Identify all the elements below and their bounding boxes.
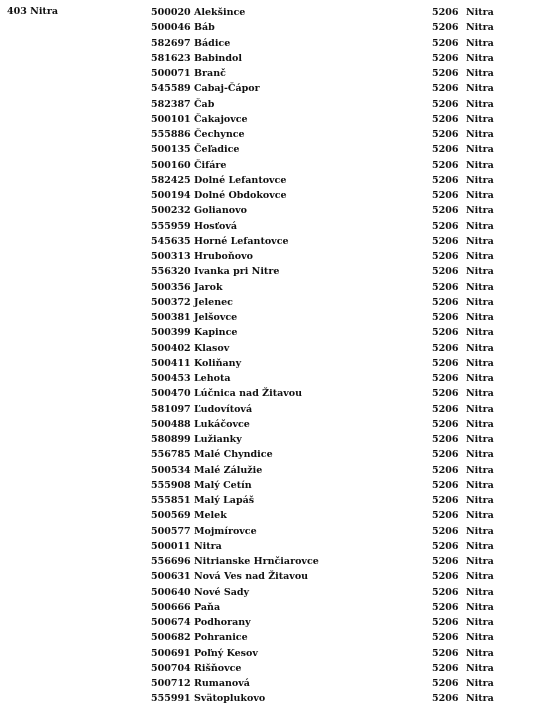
municipality-name: Poľný Kesov	[194, 647, 258, 659]
municipality-name: Čechynce	[194, 129, 245, 140]
municipality-name: Klasov	[194, 342, 230, 354]
table-row	[0, 691, 549, 706]
municipality-name: Ivanka pri Nitre	[194, 266, 280, 278]
municipality-code: 500011	[151, 540, 191, 552]
municipality-name: Čakajovce	[194, 113, 248, 125]
municipality-name: Nové Sady	[194, 586, 250, 598]
district-name: Nitra	[466, 174, 494, 186]
table-row	[0, 264, 549, 279]
district-code: 5206	[432, 632, 459, 644]
district-name: Nitra	[466, 647, 494, 659]
municipality-name: Nová Ves nad Žitavou	[194, 571, 309, 583]
municipality-code: 500046	[151, 22, 191, 34]
district-code: 5206	[432, 342, 459, 354]
district-name: Nitra	[466, 205, 494, 217]
municipality-code: 556696	[151, 556, 191, 567]
municipality-code: 500534	[151, 464, 191, 476]
district-code: 5206	[432, 22, 459, 34]
table-row	[0, 325, 549, 340]
table-row	[0, 295, 549, 310]
district-name: Nitra	[466, 571, 494, 583]
municipality-code: 500577	[151, 525, 191, 537]
district-code: 5206	[432, 525, 459, 537]
municipality-name: Babindol	[194, 52, 242, 64]
district-code: 5206	[432, 52, 459, 64]
table-row	[0, 493, 549, 508]
district-code: 5206	[432, 388, 459, 400]
district-code: 5206	[432, 37, 459, 49]
district-code: 5206	[432, 571, 459, 583]
municipality-code: 581097	[151, 403, 191, 415]
district-name: Nitra	[466, 540, 494, 552]
district-code: 5206	[432, 251, 459, 262]
municipality-name: Nitra	[194, 540, 222, 552]
table-row	[0, 20, 549, 35]
district-name: Nitra	[466, 373, 494, 384]
table-row	[0, 432, 549, 447]
table-row	[0, 539, 549, 554]
municipality-name: Lužianky	[194, 434, 242, 445]
table-row	[0, 661, 549, 676]
municipality-code: 500682	[151, 632, 191, 644]
municipality-code: 500411	[151, 357, 191, 369]
table-row	[0, 402, 549, 417]
municipality-code: 500381	[151, 312, 191, 323]
table-row	[0, 219, 549, 234]
district-code: 5206	[432, 495, 459, 506]
district-name: Nitra	[466, 52, 494, 64]
district-code: 5206	[432, 144, 459, 156]
table-row	[0, 600, 549, 615]
district-code: 5206	[432, 327, 459, 339]
district-name: Nitra	[466, 556, 494, 567]
district-code: 5206	[432, 7, 459, 18]
municipality-code: 580899	[151, 434, 191, 445]
table-row	[0, 36, 549, 51]
district-code: 5206	[432, 113, 459, 125]
table-row	[0, 81, 549, 96]
district-name: Nitra	[466, 342, 494, 354]
district-code: 5206	[432, 190, 459, 201]
table-row	[0, 676, 549, 691]
district-code: 5206	[432, 281, 459, 293]
municipality-code: 545635	[151, 235, 191, 247]
table-row	[0, 630, 549, 645]
district-name: Nitra	[466, 266, 494, 278]
district-name: Nitra	[466, 190, 494, 201]
table-row	[0, 341, 549, 356]
table-row	[0, 203, 549, 218]
municipality-code: 500470	[151, 388, 191, 400]
table-row	[0, 554, 549, 569]
district-name: Nitra	[466, 235, 494, 247]
municipality-code: 500712	[151, 678, 191, 689]
district-code: 5206	[432, 678, 459, 689]
district-name: Nitra	[466, 68, 494, 79]
municipality-code: 582387	[151, 98, 191, 110]
municipality-name: Dolné Obdokovce	[194, 190, 287, 201]
table-row	[0, 386, 549, 401]
district-name: Nitra	[466, 434, 494, 445]
district-name: Nitra	[466, 83, 494, 95]
district-name: Nitra	[466, 296, 494, 308]
district-code: 5206	[432, 617, 459, 628]
district-code: 5206	[432, 662, 459, 674]
district-name: Nitra	[466, 678, 494, 689]
district-code: 5206	[432, 693, 459, 705]
table-row	[0, 173, 549, 188]
municipality-name: Jarok	[194, 281, 223, 293]
district-code: 5206	[432, 174, 459, 186]
municipality-code: 582697	[151, 37, 191, 49]
district-name: Nitra	[466, 388, 494, 400]
municipality-code: 500674	[151, 617, 191, 628]
district-code: 5206	[432, 357, 459, 369]
municipality-name: Malé Chyndice	[194, 449, 273, 461]
district-code: 5206	[432, 205, 459, 217]
district-code: 5206	[432, 479, 459, 491]
table-row	[0, 158, 549, 173]
district-name: Nitra	[466, 251, 494, 262]
district-code: 5206	[432, 98, 459, 110]
municipality-name: Malý Cetín	[194, 479, 252, 491]
municipality-name: Lukáčovce	[194, 418, 250, 430]
municipality-code: 500640	[151, 586, 191, 598]
table-row	[0, 234, 549, 249]
municipality-code: 555886	[151, 129, 191, 140]
district-name: Nitra	[466, 129, 494, 140]
municipality-code: 500071	[151, 68, 191, 79]
district-code: 5206	[432, 510, 459, 522]
table-row	[0, 417, 549, 432]
district-name: Nitra	[466, 464, 494, 476]
table-row	[0, 478, 549, 493]
district-code: 5206	[432, 403, 459, 415]
district-code: 5206	[432, 266, 459, 278]
district-header: 403 Nitra	[7, 6, 58, 17]
municipality-code: 500691	[151, 647, 191, 659]
district-name: Nitra	[466, 525, 494, 537]
municipality-code: 582425	[151, 174, 191, 186]
municipality-code: 500453	[151, 373, 191, 384]
municipality-code: 500631	[151, 571, 191, 583]
table-row	[0, 463, 549, 478]
table-row	[0, 51, 549, 66]
municipality-name: Cabaj-Čápor	[194, 83, 260, 95]
district-code: 5206	[432, 68, 459, 79]
municipality-name: Rumanová	[194, 678, 250, 689]
municipality-code: 500194	[151, 190, 191, 201]
district-code: 5206	[432, 647, 459, 659]
municipality-code: 500569	[151, 510, 191, 522]
table-row	[0, 524, 549, 539]
municipality-name: Melek	[194, 510, 227, 522]
district-code: 5206	[432, 540, 459, 552]
district-code: 5206	[432, 220, 459, 232]
table-row	[0, 447, 549, 462]
municipality-name: Golianovo	[194, 205, 247, 217]
municipality-code: 556785	[151, 449, 191, 461]
table-row	[0, 508, 549, 523]
district-code: 5206	[432, 83, 459, 95]
municipality-code: 500160	[151, 159, 191, 171]
municipality-name: Báb	[194, 22, 215, 34]
table-row	[0, 97, 549, 112]
district-name: Nitra	[466, 403, 494, 415]
municipality-name: Kapince	[194, 327, 238, 339]
municipality-code: 500313	[151, 251, 191, 262]
municipality-name: Alekšince	[194, 7, 246, 18]
district-code: 5206	[432, 556, 459, 567]
municipality-name: Dolné Lefantovce	[194, 174, 287, 186]
municipality-name: Svätoplukovo	[194, 693, 266, 705]
municipality-code: 500399	[151, 327, 191, 339]
municipality-table	[0, 5, 549, 707]
district-code: 5206	[432, 586, 459, 598]
municipality-name: Malý Lapáš	[194, 495, 255, 506]
district-code: 5206	[432, 296, 459, 308]
district-name: Nitra	[466, 510, 494, 522]
district-code: 5206	[432, 601, 459, 613]
municipality-code: 500356	[151, 281, 191, 293]
table-row	[0, 188, 549, 203]
district-code: 5206	[432, 312, 459, 323]
district-name: Nitra	[466, 418, 494, 430]
district-name: Nitra	[466, 7, 494, 18]
district-name: Nitra	[466, 113, 494, 125]
municipality-code: 500704	[151, 662, 191, 674]
table-row	[0, 646, 549, 661]
district-code: 5206	[432, 159, 459, 171]
district-code: 5206	[432, 418, 459, 430]
district-code: 5206	[432, 373, 459, 384]
municipality-code: 500101	[151, 113, 191, 125]
district-name: Nitra	[466, 662, 494, 674]
municipality-code: 555959	[151, 220, 191, 232]
district-name: Nitra	[466, 601, 494, 613]
table-row	[0, 66, 549, 81]
municipality-name: Malé Zálužie	[194, 464, 263, 476]
district-name: Nitra	[466, 22, 494, 34]
municipality-name: Paňa	[194, 601, 221, 613]
table-row	[0, 249, 549, 264]
municipality-code: 500402	[151, 342, 191, 354]
table-row	[0, 615, 549, 630]
district-name: Nitra	[466, 312, 494, 323]
table-row	[0, 356, 549, 371]
table-row	[0, 142, 549, 157]
municipality-name: Jelenec	[194, 296, 233, 308]
municipality-name: Podhorany	[194, 617, 251, 628]
municipality-code: 581623	[151, 52, 191, 64]
municipality-code: 500666	[151, 601, 191, 613]
table-row	[0, 585, 549, 600]
district-name: Nitra	[466, 98, 494, 110]
table-row	[0, 5, 549, 20]
district-code: 5206	[432, 235, 459, 247]
municipality-name: Čab	[194, 98, 215, 110]
table-row	[0, 569, 549, 584]
municipality-name: Rišňovce	[194, 662, 242, 674]
municipality-name: Koliňany	[194, 357, 242, 369]
municipality-name: Bádice	[194, 37, 231, 49]
table-row	[0, 112, 549, 127]
district-name: Nitra	[466, 449, 494, 461]
municipality-name: Čeľadice	[194, 144, 240, 156]
district-code: 5206	[432, 129, 459, 140]
municipality-name: Čifáre	[194, 159, 227, 171]
district-name: Nitra	[466, 357, 494, 369]
municipality-name: Ľudovítová	[194, 403, 253, 415]
municipality-code: 555908	[151, 479, 191, 491]
municipality-code: 500135	[151, 144, 191, 156]
municipality-code: 545589	[151, 83, 191, 95]
municipality-name: Nitrianske Hrnčiarovce	[194, 556, 319, 567]
municipality-name: Lúčnica nad Žitavou	[194, 388, 302, 400]
district-name: Nitra	[466, 327, 494, 339]
district-name: Nitra	[466, 617, 494, 628]
municipality-name: Hosťová	[194, 220, 238, 232]
municipality-code: 500232	[151, 205, 191, 217]
municipality-code: 555991	[151, 693, 191, 705]
table-row	[0, 310, 549, 325]
municipality-name: Horné Lefantovce	[194, 235, 289, 247]
district-name: Nitra	[466, 144, 494, 156]
district-code: 5206	[432, 464, 459, 476]
district-code: 5206	[432, 434, 459, 445]
district-name: Nitra	[466, 159, 494, 171]
table-row	[0, 371, 549, 386]
municipality-code: 500020	[151, 7, 191, 18]
municipality-name: Lehota	[194, 373, 231, 384]
municipality-name: Branč	[194, 68, 226, 79]
table-row	[0, 280, 549, 295]
municipality-code: 500488	[151, 418, 191, 430]
municipality-name: Hruboňovo	[194, 251, 253, 262]
table-row	[0, 127, 549, 142]
district-name: Nitra	[466, 632, 494, 644]
district-name: Nitra	[466, 37, 494, 49]
municipality-name: Jelšovce	[194, 312, 238, 323]
district-name: Nitra	[466, 479, 494, 491]
district-name: Nitra	[466, 220, 494, 232]
district-name: Nitra	[466, 693, 494, 705]
district-name: Nitra	[466, 281, 494, 293]
municipality-code: 500372	[151, 296, 191, 308]
municipality-name: Pohranice	[194, 632, 248, 644]
district-name: Nitra	[466, 586, 494, 598]
municipality-code: 555851	[151, 495, 191, 506]
district-name: Nitra	[466, 495, 494, 506]
municipality-name: Mojmírovce	[194, 525, 257, 537]
district-code: 5206	[432, 449, 459, 461]
municipality-code: 556320	[151, 266, 191, 278]
